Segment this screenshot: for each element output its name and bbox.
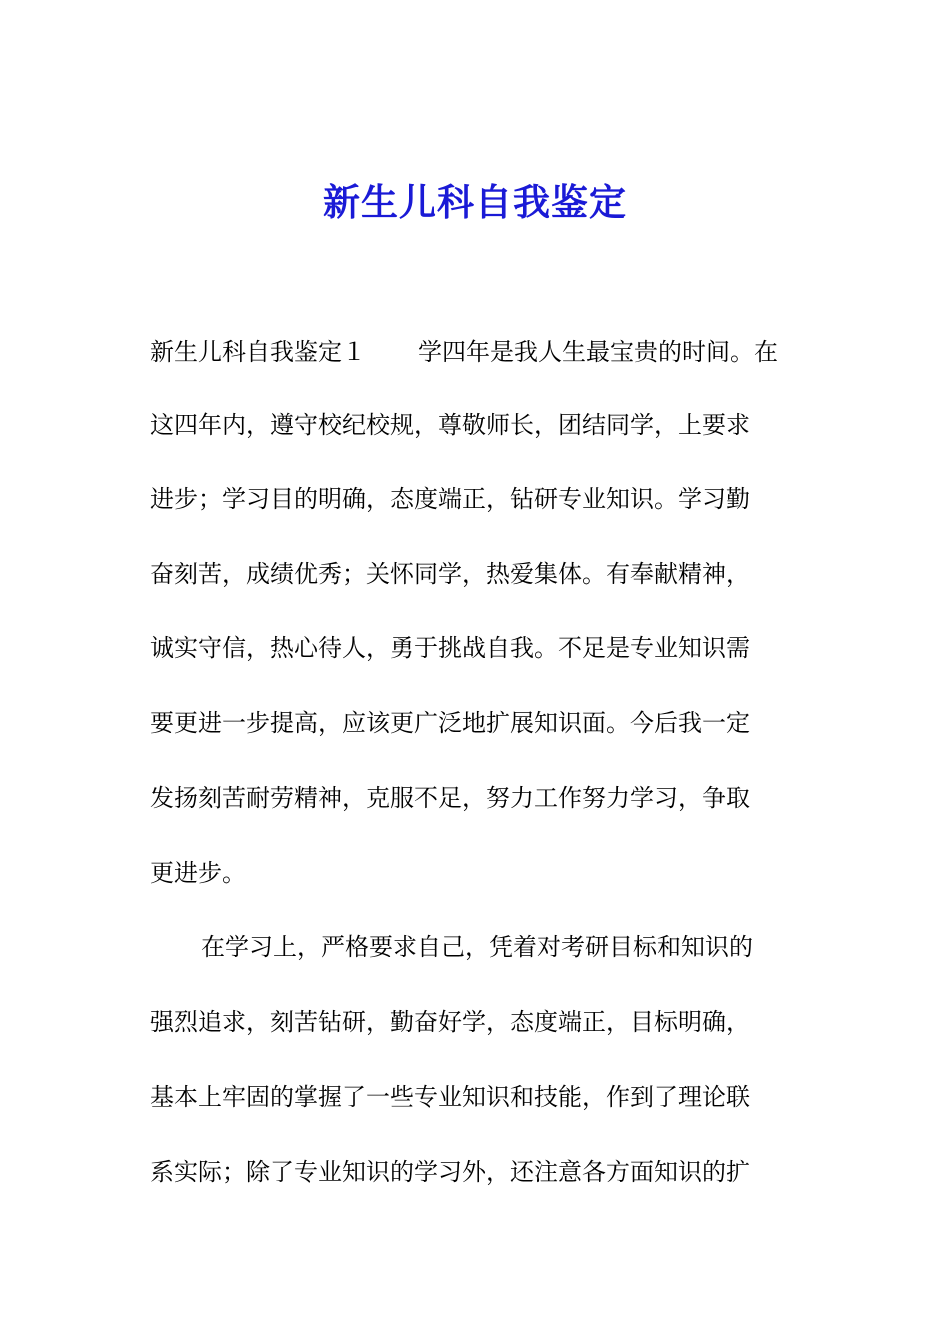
- paragraph-line: 进步；学习目的明确，态度端正，钻研专业知识。学习勤: [150, 485, 750, 513]
- section-heading: 新生儿科自我鉴定１: [150, 338, 366, 366]
- paragraph-line: 发扬刻苦耐劳精神，克服不足，努力工作努力学习，争取: [150, 784, 750, 812]
- paragraph-line: [150, 334, 830, 370]
- paragraph-text: 学四年是我人生最宝贵的时间。在: [418, 338, 778, 366]
- paragraph-line: 更进步。: [150, 859, 246, 887]
- paragraph-line: 强烈追求，刻苦钻研，勤奋好学，态度端正，目标明确，: [150, 1008, 750, 1036]
- paragraph-line: 这四年内，遵守校纪校规，尊敬师长，团结同学，上要求: [150, 411, 750, 439]
- document-title: 新生儿科自我鉴定: [323, 180, 627, 224]
- paragraph-line: 诚实守信，热心待人，勇于挑战自我。不足是专业知识需: [150, 634, 750, 662]
- paragraph-line: 系实际；除了专业知识的学习外，还注意各方面知识的扩: [150, 1158, 750, 1186]
- paragraph-line: 基本上牢固的掌握了一些专业知识和技能，作到了理论联: [150, 1083, 750, 1111]
- paragraph-line: 在学习上，严格要求自己，凭着对考研目标和知识的: [201, 933, 753, 961]
- paragraph-line: 要更进一步提高，应该更广泛地扩展知识面。今后我一定: [150, 709, 750, 737]
- paragraph-line: 奋刻苦，成绩优秀；关怀同学，热爱集体。有奉献精神，: [150, 560, 750, 588]
